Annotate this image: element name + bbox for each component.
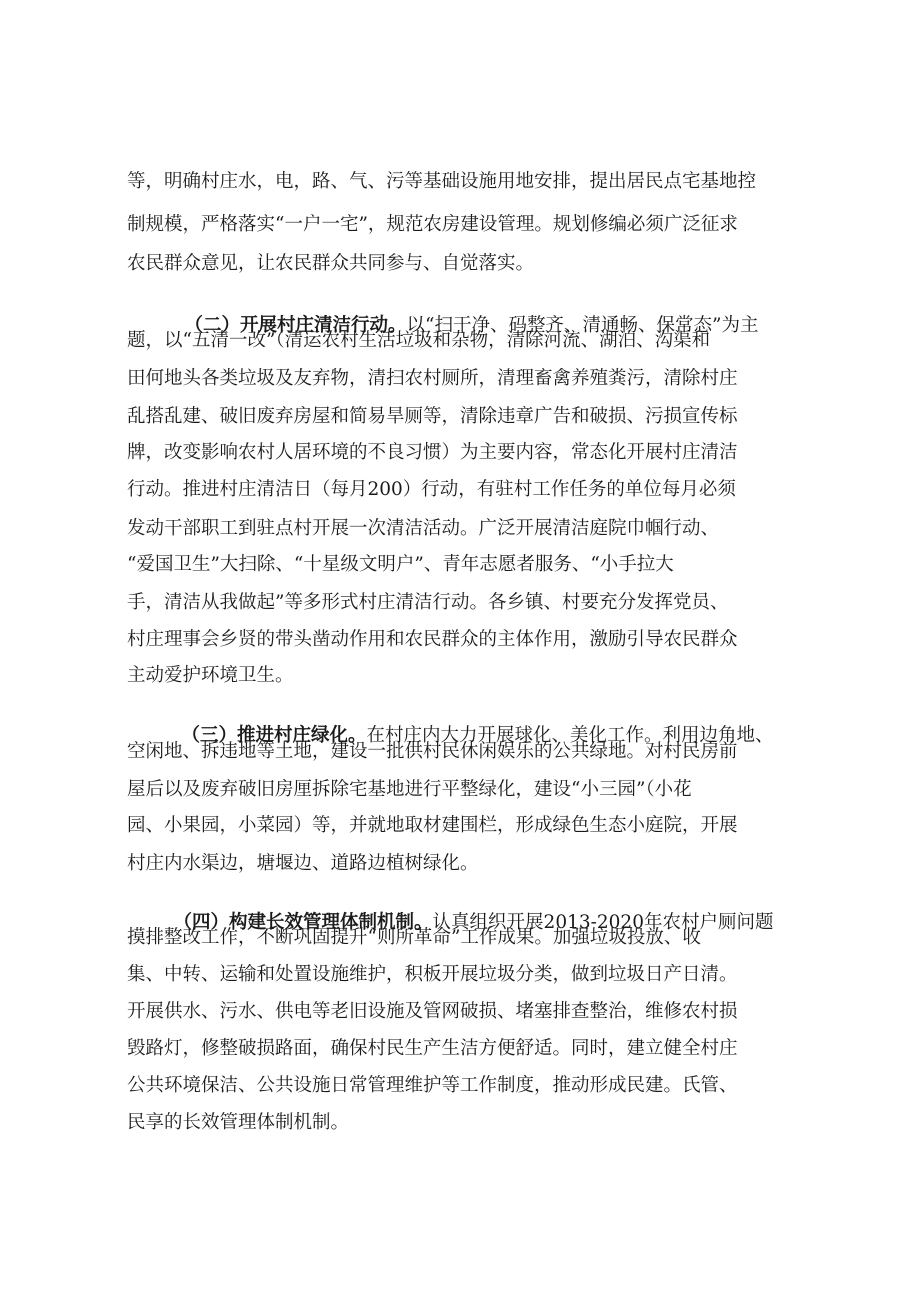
paragraph-line: 集、中转、运输和处置设施维护，积板开展垃圾分类，做到垃圾日产日清。 [127, 964, 738, 985]
paragraph-line: 园、小果园，小菜园）等，并就地取材建围栏，形成绿色生态小庭院，开展 [127, 815, 738, 836]
paragraph-line: 手，清洁从我做起”等多形式村庄清洁行动。各乡镇、村要充分发挥党员、 [127, 592, 729, 613]
paragraph-line: 乱搭乱建、破旧废弃房屋和简易旱厕等，清除违章广告和破损、污损宣传标 [127, 406, 738, 427]
paragraph-line: 题，以“五清一改”（清运农村生活垃圾和杂物，清除河流、湖泊、沟渠和 [127, 330, 711, 351]
paragraph-line: 田何地头各类垃圾及友弃物，清扫农村厕所，清理畜禽养殖粪污，清除村庄 [127, 368, 738, 389]
paragraph-line: 牌，改变影响农村人居环境的不良习惯）为主要内容，常态化开展村庄清洁 [127, 442, 738, 463]
paragraph-line: 制规模，严格落实“一户一宅”，规范农房建设管理。规划修编必须广泛征求 [127, 214, 738, 235]
paragraph-line: 村庄内水渠边，塘堰边、道路边植树绿化。 [127, 853, 479, 874]
paragraph-line: 毁路灯，修整破损路面，确保村民生产生洁方便舒适。同时，建立健全村庄 [127, 1038, 738, 1059]
paragraph-line: 村庄理事会乡贤的带头凿动作用和农民群众的主体作用，激励引导农民群众 [127, 629, 738, 650]
paragraph-line: 发动干部职工到驻点村开展一次清洁活动。广泛开展清洁庭院巾帼行动、 [127, 518, 720, 539]
section-3-heading: （三）推进村庄绿化。 [181, 725, 367, 746]
section-2-first-line-text: 以“扫干净、码整齐、清通畅、保常态”为主 [406, 315, 759, 336]
section-3-first-line-text: 在村庄内大力开展球化、美化工作。利用边角地、 [366, 725, 774, 746]
paragraph-line: 民享的长效管理体制机制。 [127, 1112, 350, 1133]
paragraph-line: 摸排整改工作，不断巩固提升“则所革命”工作成果。加强垃圾投放、收 [127, 927, 701, 948]
paragraph-line: 空闲地、拆违地等土地，建设一批供村民休闲娱乐的公共绿地。对村民房前 [127, 741, 738, 762]
paragraph-line: 公共环境保洁、公共设施日常管理维护等工作制度，推动形成民建。氏管、 [127, 1075, 738, 1096]
paragraph-line: 开展供水、污水、供电等老旧设施及管网破损、堵塞排查整治，维修农村损 [127, 1001, 738, 1022]
paragraph-line: 主动爱护环境卫生。 [127, 665, 294, 686]
section-2-heading: （二）开展村庄清洁行动。 [184, 315, 407, 336]
paragraph-line: 屋后以及废弃破旧房厘拆除宅基地进行平整绿化，建设“小三园”（小花 [127, 779, 692, 800]
paragraph-line: 行动。推进村庄清洁日（每月200）行动，有驻村工作任务的单位每月必须 [127, 479, 736, 500]
section-4-first-line-text: 认真组织开展2013-2020年农村户厕问题 [432, 912, 774, 933]
paragraph-line: “爱国卫生”大扫除、“十星级文明户”、青年志愿者服务、“小手拉大 [127, 554, 674, 575]
paragraph-line: 农民群众意见，让农民群众共同参与、自觉落实。 [127, 253, 535, 274]
section-4-heading: （四）构建长效管理体制机制。 [173, 912, 433, 933]
paragraph-line: 等，明确村庄水，电，路、气、污等基础设施用地安排，提出居民点宅基地控 [127, 171, 757, 192]
